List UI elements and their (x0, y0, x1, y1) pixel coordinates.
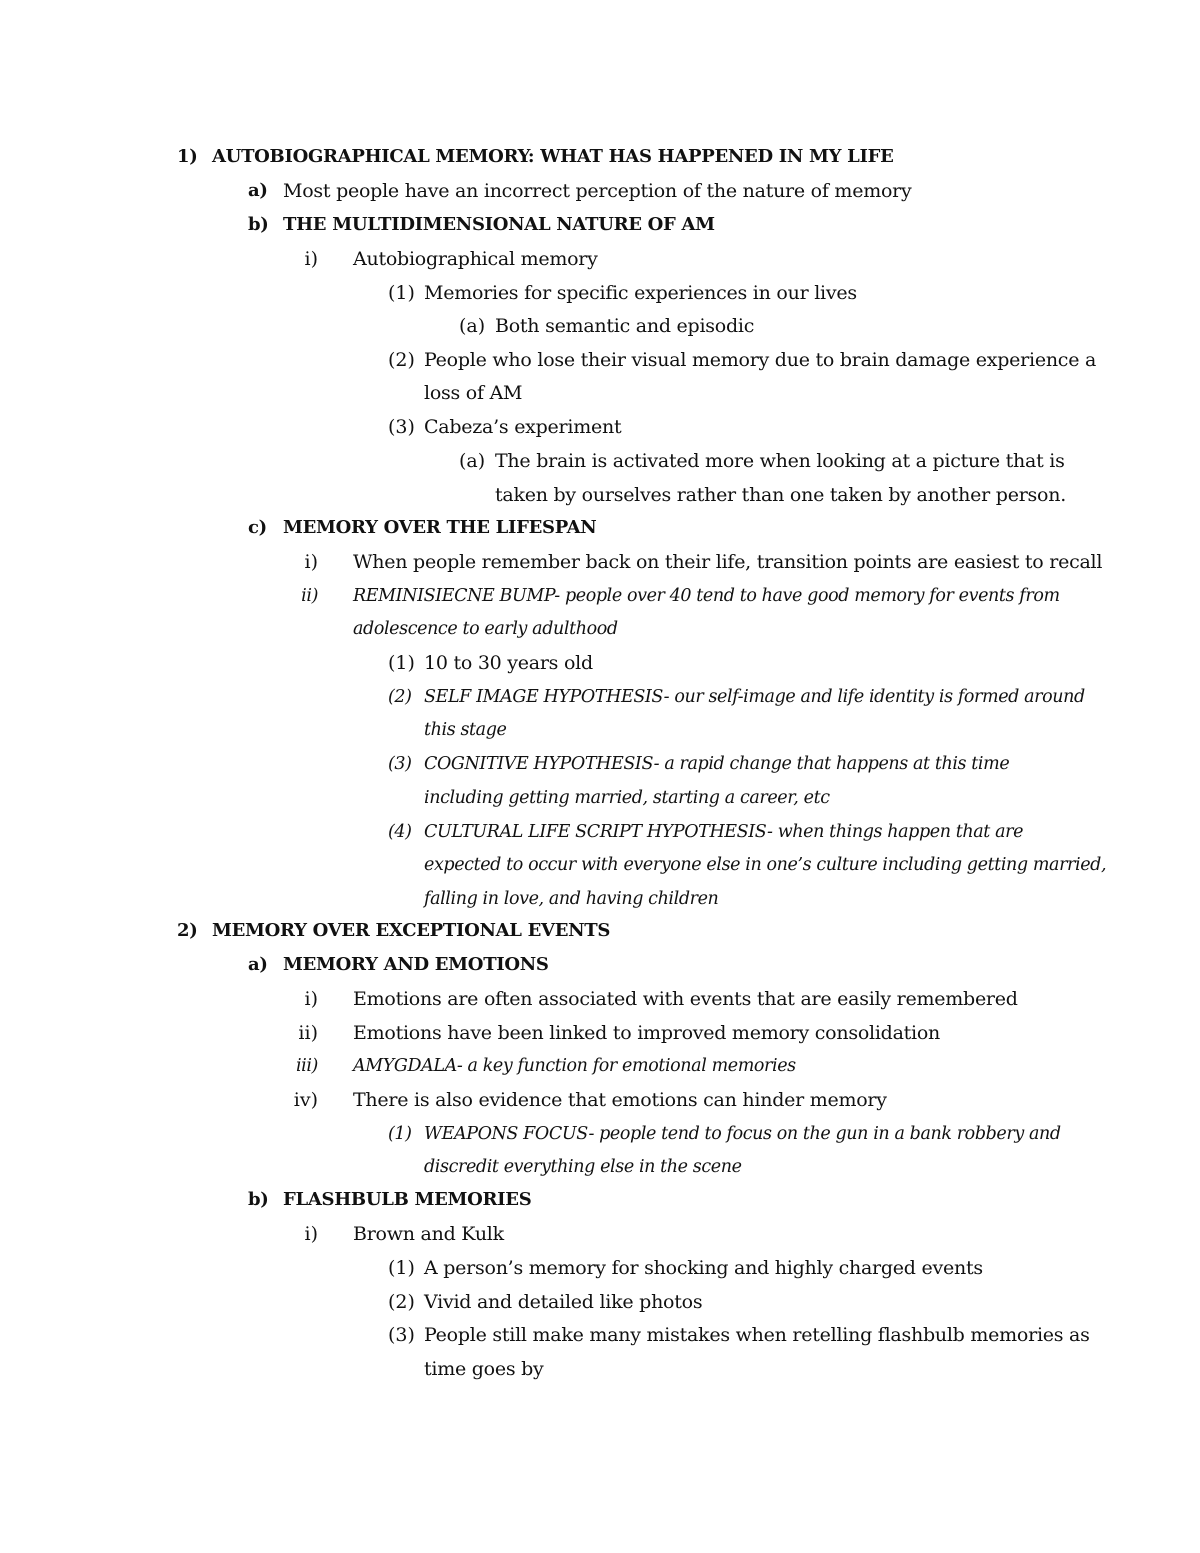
outline-text: discredit everything else in the scene (424, 1157, 742, 1177)
outline-marker: (2) (388, 349, 415, 371)
outline-marker: c) (248, 517, 267, 538)
outline-marker: (a) (459, 450, 486, 472)
outline-text: including getting married, starting a career, etc (424, 788, 830, 808)
outline-marker: (a) (459, 315, 486, 337)
outline-marker: b) (248, 214, 269, 235)
outline-text: Both semantic and episodic (495, 315, 755, 337)
outline-marker: (3) (388, 1324, 415, 1346)
outline-marker: (1) (388, 652, 415, 674)
outline-text: Emotions have been linked to improved memory consolidation (353, 1022, 941, 1044)
subsection-heading: FLASHBULB MEMORIES (283, 1189, 532, 1210)
outline-marker: 1) (177, 146, 198, 167)
outline-marker: (4) (388, 822, 412, 842)
outline-text: 10 to 30 years old (424, 652, 593, 674)
outline-text: A person’s memory for shocking and highly charged events (424, 1257, 983, 1279)
outline-text: People still make many mistakes when retelling flashbulb memories as (424, 1324, 1090, 1346)
outline-text: WEAPONS FOCUS- people tend to focus on the gun in a bank robbery and (424, 1124, 1061, 1144)
outline-text: CULTURAL LIFE SCRIPT HYPOTHESIS- when things happen that are (424, 822, 1024, 842)
outline-text: this stage (424, 720, 507, 740)
subsection-heading: MEMORY OVER THE LIFESPAN (283, 517, 597, 538)
outline-text: falling in love, and having children (424, 889, 719, 909)
outline-marker: (2) (388, 687, 412, 707)
section-heading: MEMORY OVER EXCEPTIONAL EVENTS (212, 920, 611, 941)
outline-marker: (1) (388, 282, 415, 304)
outline-text: Memories for specific experiences in our lives (424, 282, 857, 304)
outline-marker: i) (304, 248, 318, 270)
outline-text: Emotions are often associated with events that are easily remembered (353, 988, 1018, 1010)
outline-marker: i) (304, 988, 318, 1010)
outline-marker: a) (248, 180, 268, 201)
outline-text: Most people have an incorrect perception of the nature of memory (283, 180, 912, 202)
outline-text: People who lose their visual memory due to brain damage experience a (424, 349, 1097, 371)
outline-marker: iv) (293, 1089, 318, 1111)
outline-text: COGNITIVE HYPOTHESIS- a rapid change that happens at this time (424, 754, 1010, 774)
outline-marker: (2) (388, 1291, 415, 1313)
outline-text: When people remember back on their life, transition points are easiest to recall (353, 551, 1103, 573)
outline-marker: (3) (388, 416, 415, 438)
outline-text: expected to occur with everyone else in one’s culture including getting married, (424, 855, 1107, 875)
outline-marker: (1) (388, 1257, 415, 1279)
outline-marker: iii) (295, 1056, 318, 1076)
outline-marker: b) (248, 1189, 269, 1210)
outline-text: loss of AM (424, 382, 523, 404)
outline-text: There is also evidence that emotions can hinder memory (353, 1089, 887, 1111)
outline-text: time goes by (424, 1358, 544, 1380)
outline-marker: (3) (388, 754, 412, 774)
outline-marker: ii) (301, 586, 318, 606)
outline-marker: 2) (177, 920, 198, 941)
section-heading: AUTOBIOGRAPHICAL MEMORY: WHAT HAS HAPPENED IN MY LIFE (212, 146, 894, 167)
outline-text: adolescence to early adulthood (353, 619, 618, 639)
outline-marker: (1) (388, 1124, 412, 1144)
subsection-heading: MEMORY AND EMOTIONS (283, 954, 549, 975)
outline-marker: ii) (298, 1022, 318, 1044)
outline-marker: i) (304, 551, 318, 573)
outline-text: SELF IMAGE HYPOTHESIS- our self-image and life identity is formed around (424, 687, 1085, 707)
outline-text: Autobiographical memory (353, 248, 598, 270)
outline-marker: a) (248, 954, 268, 975)
subsection-heading: THE MULTIDIMENSIONAL NATURE OF AM (283, 214, 715, 235)
outline-text: The brain is activated more when looking at a picture that is (495, 450, 1065, 472)
outline-marker: i) (304, 1223, 318, 1245)
outline-text: taken by ourselves rather than one taken by another person. (495, 484, 1066, 506)
outline-text: Cabeza’s experiment (424, 416, 622, 438)
outline-text: Brown and Kulk (353, 1223, 504, 1245)
outline-text: Vivid and detailed like photos (424, 1291, 703, 1313)
outline-text: AMYGDALA- a key function for emotional memories (353, 1056, 796, 1076)
outline-text: REMINISIECNE BUMP- people over 40 tend to have good memory for events from (353, 586, 1060, 606)
